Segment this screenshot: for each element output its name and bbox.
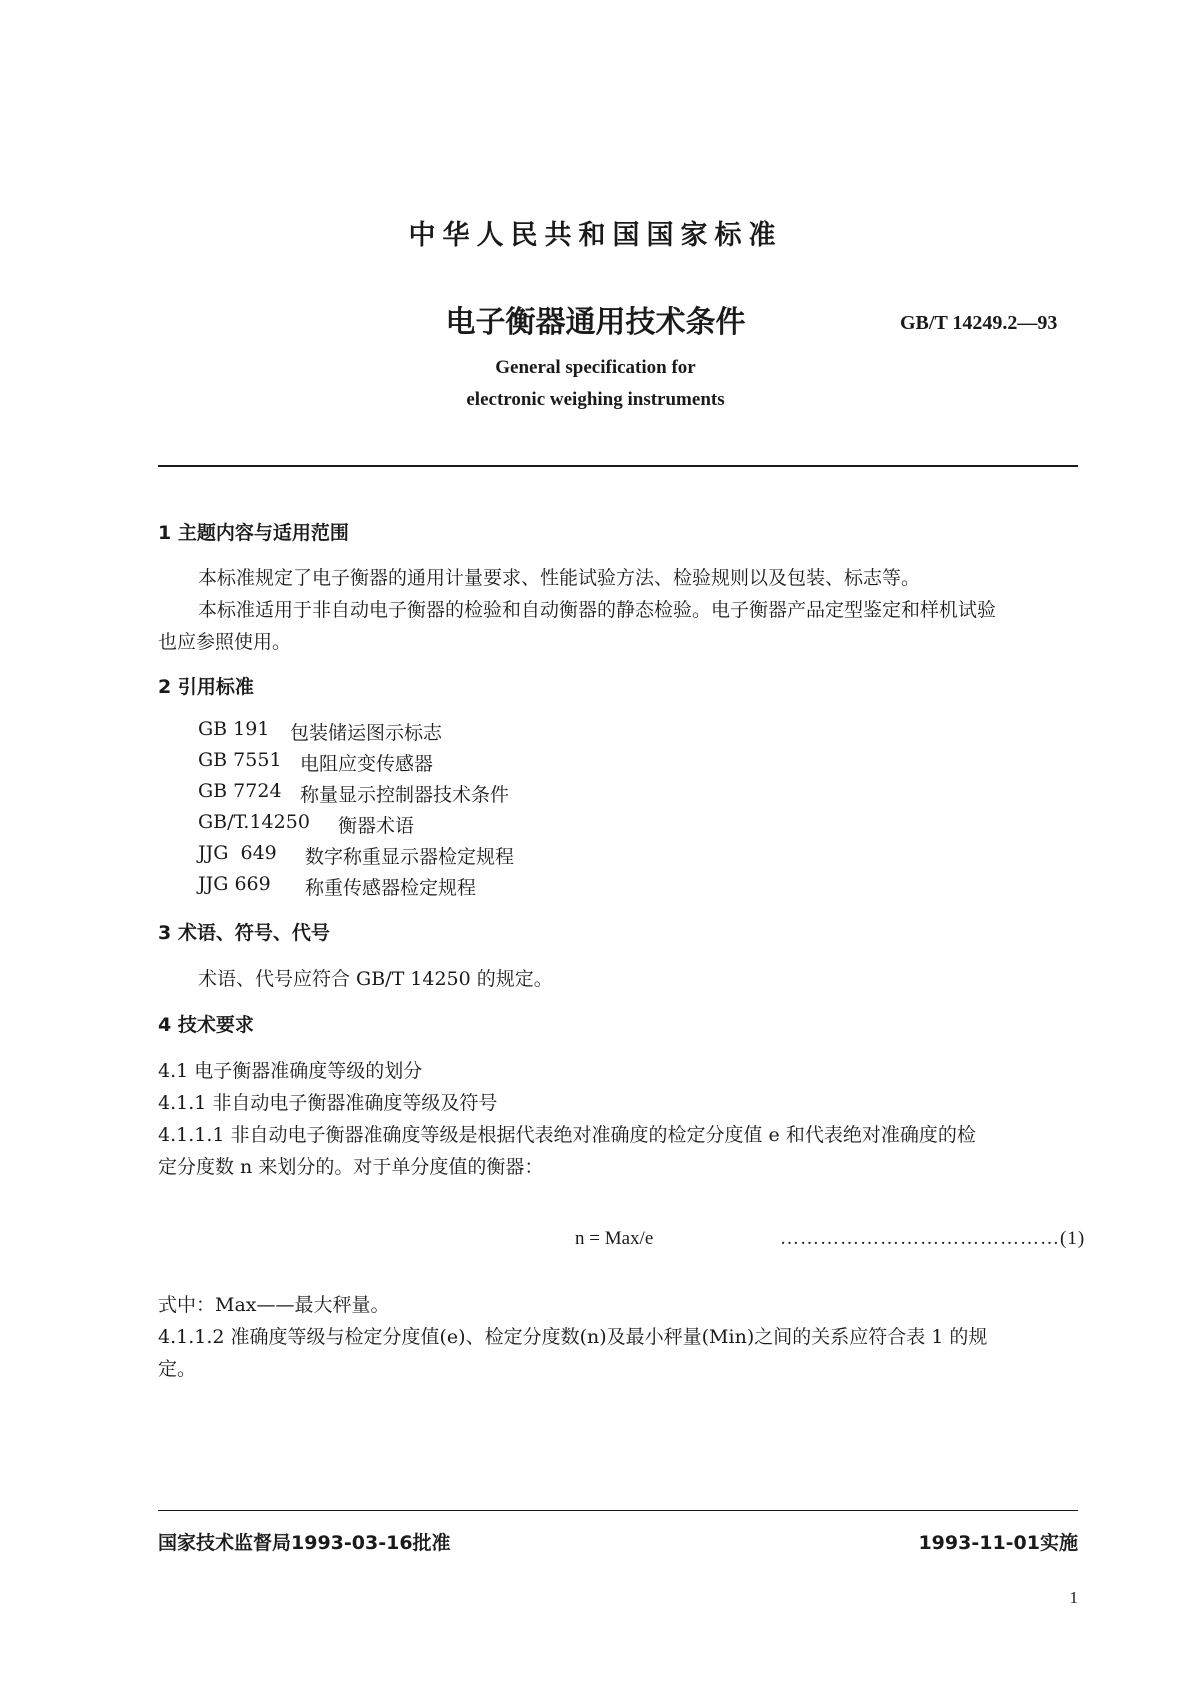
section-3-paragraph: 术语、代号应符合 GB/T 14250 的规定。 [198,968,553,990]
clause-4-1-1-1-line-2: 定分度数 n 来划分的。对于单分度值的衡器： [158,1156,544,1178]
clause-4-1: 4.1 电子衡器准确度等级的划分 [158,1060,423,1082]
reference-code: GB 7724 [198,780,282,802]
effective-date: 1993-11-01实施 [918,1532,1078,1554]
footer-divider [158,1510,1078,1511]
reference-title: 衡器术语 [338,815,415,837]
reference-title: 称量显示控制器技术条件 [300,784,510,806]
clause-4-1-1: 4.1.1 非自动电子衡器准确度等级及符号 [158,1092,498,1114]
reference-code: GB 191 [198,718,270,740]
section-3-heading: 3 术语、符号、代号 [158,922,330,944]
english-title-line-1: General specification for [495,357,696,378]
section-1-paragraph-2-line-1: 本标准适用于非自动电子衡器的检验和自动衡器的静态检验。电子衡器产品定型鉴定和样机试验 [198,599,997,621]
reference-code: JJG 669 [198,873,271,895]
section-1-paragraph-2-line-2: 也应参照使用。 [158,631,292,653]
clause-4-1-1-2-line-1: 4.1.1.2 准确度等级与检定分度值(e)、检定分度数(n)及最小秤量(Min)之间的关系应符合表 1 的规 [158,1326,988,1348]
reference-code: GB 7551 [198,749,282,771]
reference-code: JJG 649 [198,842,277,864]
formula: n = Max/e [575,1228,654,1249]
formula-number: ……………………………………(1) [780,1228,1086,1249]
reference-code: GB/T.14250 [198,811,310,833]
clause-4-1-1-2-line-2: 定。 [158,1358,197,1380]
standard-code: GB/T 14249.2—93 [900,312,1058,334]
reference-title: 电阻应变传感器 [300,753,434,775]
document-title: 电子衡器通用技术条件 [445,305,746,340]
section-4-heading: 4 技术要求 [158,1014,254,1036]
national-standard-heading: 中华人民共和国国家标准 [408,220,783,251]
approval-date: 国家技术监督局1993-03-16批准 [158,1532,451,1554]
clause-4-1-1-1-line-1: 4.1.1.1 非自动电子衡器准确度等级是根据代表绝对准确度的检定分度值 e 和代表绝对准确度的检 [158,1124,976,1146]
section-1-heading: 1 主题内容与适用范围 [158,522,349,544]
page-number: 1 [1069,1588,1078,1607]
header-divider [158,465,1078,467]
english-title-line-2: electronic weighing instruments [466,389,725,410]
formula-where-note: 式中：Max——最大秤量。 [158,1294,390,1316]
reference-title: 称重传感器检定规程 [305,877,477,899]
section-2-heading: 2 引用标准 [158,676,254,698]
section-1-paragraph-1: 本标准规定了电子衡器的通用计量要求、性能试验方法、检验规则以及包装、标志等。 [198,567,921,589]
reference-title: 数字称重显示器检定规程 [305,846,515,868]
reference-title: 包装储运图示标志 [290,722,443,744]
